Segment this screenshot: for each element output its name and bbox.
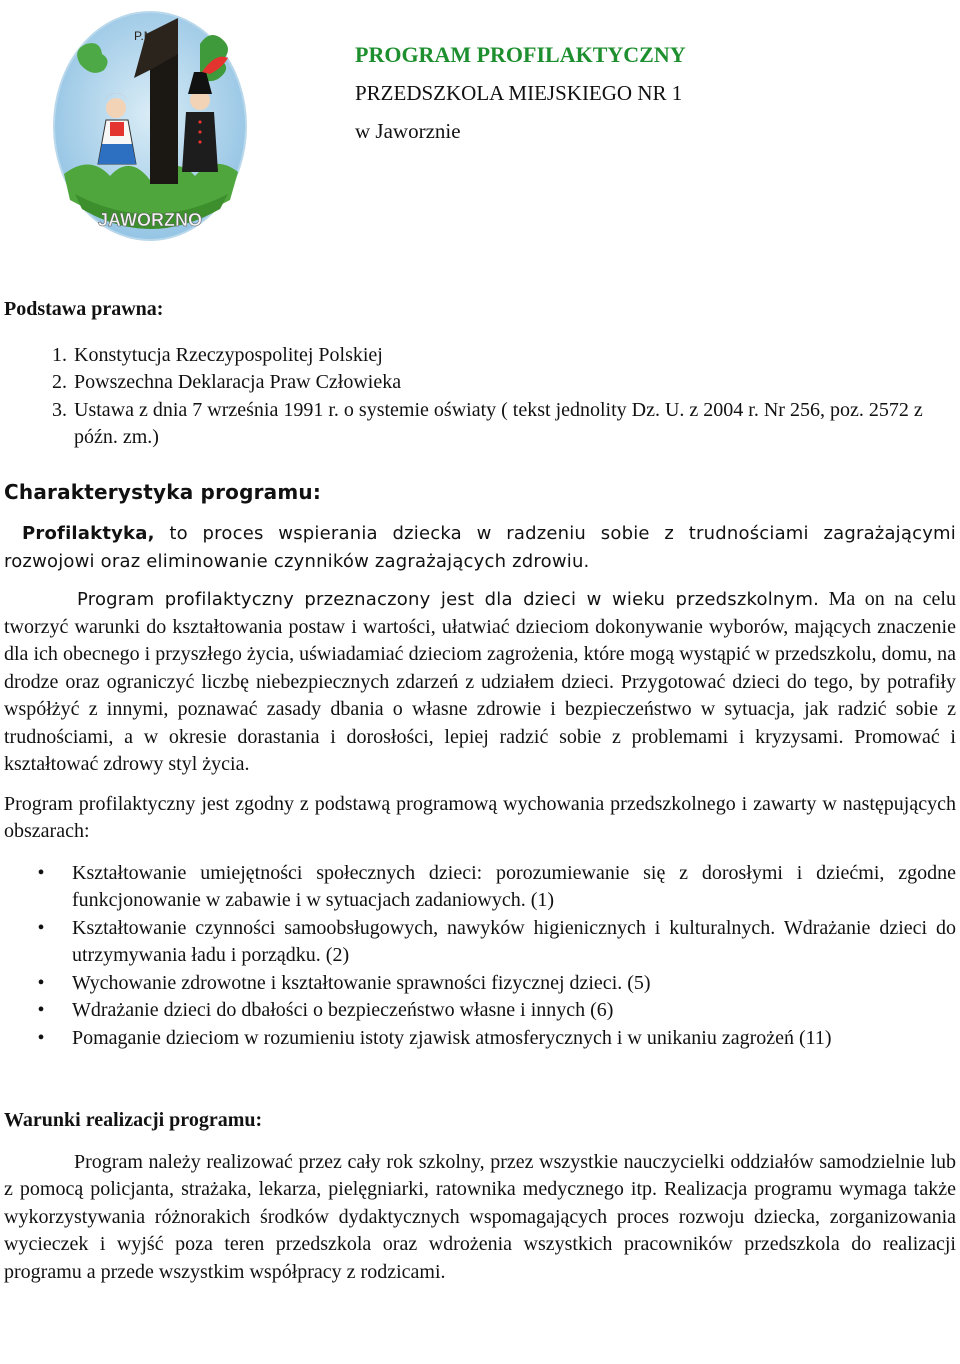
list-item-text: Wychowanie zdrowotne i kształtowanie sprawności fizycznej dzieci. (5) xyxy=(72,971,651,994)
program-location: w Jaworznie xyxy=(355,119,461,143)
list-item xyxy=(37,860,956,915)
document-body xyxy=(4,296,956,1286)
conditions-paragraph: Program należy realizować przez cały rok szkolny, przez wszystkie nauczycielki oddziałów samodzielnie lub z pomocą policjanta, strażaka, lekarza, pielęgniarki, ratownika medycznego itp. Realizacja programu wymaga także wykorzystywania różnorakich środków dydaktycznych wspomagających proces rozwoju dziecka, zorganizowania wycieczek i wyjść poza teren przedszkola oraz wdrożenia wszystkich pracowników przedszkola do realizacji programu a przede wszystkim współpracy z rodzicami. xyxy=(4,1150,956,1283)
list-item xyxy=(37,1025,956,1053)
bullet-icon: • xyxy=(37,861,45,884)
program-title: PROGRAM PROFILAKTYCZNY xyxy=(355,42,686,67)
list-item xyxy=(37,997,956,1025)
bullet-icon: • xyxy=(37,916,45,939)
list-item-text: Kształtowanie umiejętności społecznych dzieci: porozumiewanie się z dorosłymi i dziećmi, zgodne funkcjonowanie w zabawie i w sytuacjach zadaniowych. (1) xyxy=(72,861,956,911)
list-item: 3. Ustawa z dnia 7 września 1991 r. o systemie oświaty ( tekst jednolity Dz. U. z 2004 r. Nr 256, poz. 2572 z późn. zm.) xyxy=(72,397,956,452)
program-areas-list xyxy=(4,860,956,1053)
list-item-text: Wdrażanie dzieci do dbałości o bezpieczeństwo własne i innych (6) xyxy=(72,999,614,1021)
program-subtitle: PRZEDSZKOLA MIEJSKIEGO NR 1 xyxy=(355,81,683,105)
prophylaxis-definition: to proces wspierania dziecka w radzeniu sobie z trudnościami zagrażającymi rozwojowi oraz eliminowanie czynników zagrażających zdrowiu. xyxy=(4,523,956,572)
program-areas-intro: Program profilaktyczny jest zgodny z podstawą programową wychowania przedszkolnego i zawarty w następujących obszarach: xyxy=(4,792,956,842)
logo-bottom-text: JAWORZNO xyxy=(97,210,203,230)
list-item-text: Pomaganie dzieciom w rozumieniu istoty zjawisk atmosferycznych i w unikaniu zagrożeń (11) xyxy=(72,1026,832,1049)
bullet-icon: • xyxy=(37,971,45,994)
document-header xyxy=(355,36,686,150)
program-purpose-paragraph xyxy=(4,586,956,779)
conditions-heading: Warunki realizacji programu: xyxy=(4,1109,263,1131)
list-item-text: Kształtowanie czynności samoobsługowych, nawyków higienicznych i kulturalnych. Wdrażanie dzieci do utrzymywania ładu i porządku. (2) xyxy=(72,916,956,966)
list-item: 1. Konstytucja Rzeczypospolitej Polskiej xyxy=(72,342,956,370)
prophylaxis-paragraph xyxy=(4,520,956,576)
list-item xyxy=(37,970,956,998)
bullet-icon: • xyxy=(37,1026,45,1049)
prophylaxis-term: Profilaktyka, xyxy=(22,523,155,544)
legal-basis-list xyxy=(4,342,956,452)
characteristics-heading: Charakterystyka programu: xyxy=(4,479,322,504)
program-intro: Program profilaktyczny przeznaczony jest dla dzieci w wieku przedszkolnym. xyxy=(77,589,820,610)
logo-top-text: P.M. nr xyxy=(134,29,172,43)
list-item xyxy=(37,915,956,970)
list-item: 2. Powszechna Deklaracja Praw Człowieka xyxy=(72,369,956,397)
bullet-icon: • xyxy=(37,999,45,1021)
kindergarten-logo xyxy=(50,4,250,244)
legal-basis-heading: Podstawa prawna: xyxy=(4,298,164,320)
program-purpose: Ma on na celu tworzyć warunki do kształtowania postaw i wartości, ułatwiać dzieciom dokonywanie wyborów, mających znaczenie dla ich obecnego i przyszłego życia, uświadamiać dzieciom zagrożenia, które mogą wystąpić w przedszkolu, domu, na drodze oraz ograniczyć liczbę niebezpiecznych zdarzeń z udziałem dzieci. Przygotować dzieci do tego, by potrafiły współżyć z innymi, poznawać zasady dbania o własne zdrowie i bezpieczeństwo w sytuacja, jak radzić sobie z trudnościami, a w okresie dorastania i dorosłości, lepiej radzić sobie z problemami i kryzysami. Promować i kształtować zdrowy styl życia. xyxy=(4,588,956,775)
